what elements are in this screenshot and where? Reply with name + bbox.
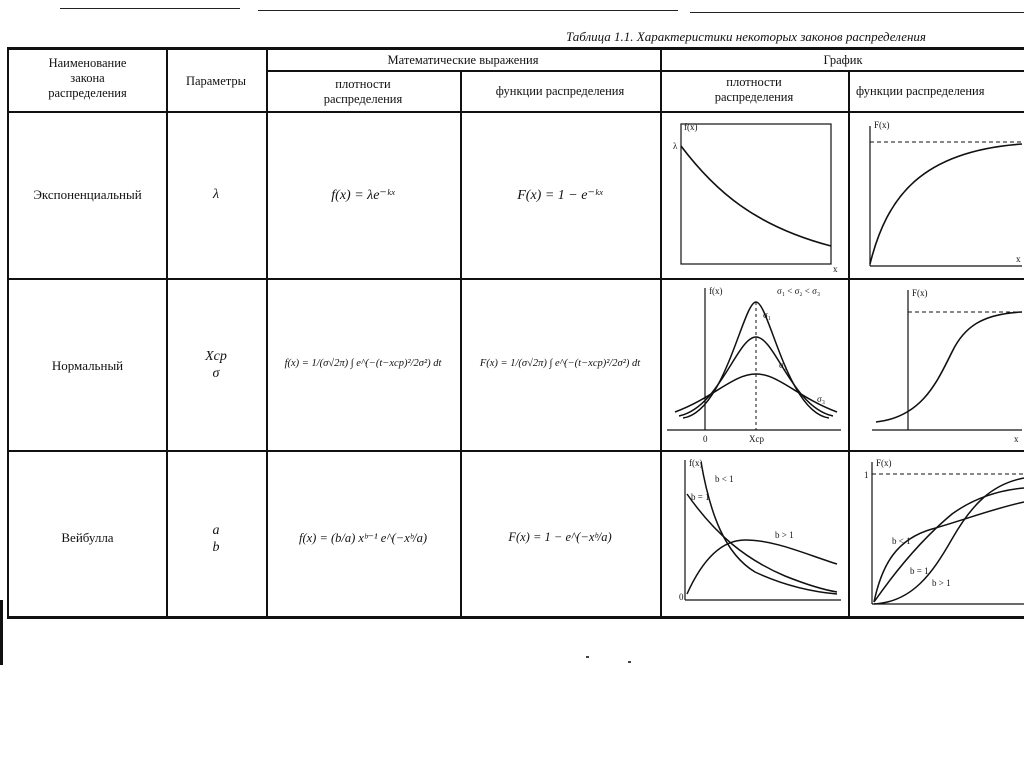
header-name: Наименование закона распределения <box>48 56 127 100</box>
axis-x-label: x <box>1014 434 1019 444</box>
one-label: 1 <box>864 470 869 480</box>
sigma2-label: σ₂ <box>779 360 787 370</box>
row-norm-name: Нормальный <box>51 358 124 373</box>
header-subline <box>266 70 1024 72</box>
weib-curve-b-eq1 <box>687 494 837 592</box>
row-norm-params: Xср σ <box>205 349 227 381</box>
scan-dot-2 <box>628 661 631 663</box>
row-norm-density: f(x) = 1/(σ√2π) ∫ e^(−(t−xср)²/2σ²) dt <box>284 358 442 369</box>
origin-label: 0 <box>703 434 708 444</box>
norm-cdf-curve <box>876 312 1022 422</box>
header-cdf: функции распределения <box>495 84 625 98</box>
row-weib-name: Вейбулла <box>61 530 114 545</box>
b-lt1-label: b < 1 <box>892 536 911 546</box>
graph-exp-cdf <box>852 116 1024 276</box>
row-exp-density: f(x) = λe⁻ᵏˣ <box>331 188 395 203</box>
axis-y-label: F(x) <box>876 458 892 468</box>
graph-norm-cdf <box>852 282 1024 448</box>
col-divider-4 <box>660 50 662 619</box>
axis-y-label: F(x) <box>874 120 890 130</box>
header-math: Математические выражения <box>387 53 539 67</box>
row-exp-cdf: F(x) = 1 − e⁻ᵏˣ <box>517 188 603 203</box>
row-weib-density: f(x) = (b/a) xᵇ⁻¹ e^(−xᵇ/a) <box>298 531 428 545</box>
sigma-condition: σ₁ < σ₂ < σ₃ <box>777 286 821 296</box>
top-rule-right <box>690 12 1024 13</box>
b-eq1-label: b = 1 <box>910 566 929 576</box>
header-graph-density: плотности распределения <box>714 75 794 104</box>
scan-dot-1 <box>586 656 589 658</box>
axis-y-label: f(x) <box>709 286 723 296</box>
axis-y-label: f(x) <box>684 122 698 132</box>
col-divider-5 <box>848 70 850 619</box>
distribution-table <box>7 47 1024 619</box>
graph-norm-density <box>665 282 845 448</box>
axis-y-label: f(x) <box>689 458 703 468</box>
header-graph-cdf: функции распределения <box>856 84 985 98</box>
axis-x-label: Xср <box>749 434 764 444</box>
header-density: плотности распределения <box>323 77 403 106</box>
row-weib-params: a b <box>212 523 220 555</box>
b-gt1-label: b > 1 <box>775 530 794 540</box>
header-graph: График <box>823 53 863 67</box>
row-divider-1 <box>9 278 1024 280</box>
lambda-label: λ <box>673 141 678 151</box>
origin-label: 0 <box>679 592 684 602</box>
graph-weib-density <box>665 454 845 618</box>
graph-weib-cdf <box>852 454 1024 618</box>
sigma3-label: σ₃ <box>817 394 825 404</box>
b-gt1-label: b > 1 <box>932 578 951 588</box>
top-rule-left <box>60 8 240 9</box>
axis-x-label: x <box>833 264 838 274</box>
graph-frame <box>681 124 831 264</box>
sigma1-label: σ₁ <box>763 310 771 320</box>
graph-exp-density <box>665 116 843 276</box>
left-edge-mark <box>0 600 3 665</box>
header-params: Параметры <box>185 74 247 88</box>
row-divider-2 <box>9 450 1024 452</box>
axis-y-label: F(x) <box>912 288 928 298</box>
table-caption: Таблица 1.1. Характеристики некоторых законов распределения <box>566 29 926 44</box>
top-rule-mid <box>258 10 678 11</box>
b-lt1-label: b < 1 <box>715 474 734 484</box>
axis-x-label: x <box>1016 254 1021 264</box>
row-exp-name: Экспоненциальный <box>33 187 142 202</box>
b-eq1-label: b = 1 <box>691 492 710 502</box>
row-exp-param: λ <box>212 187 220 202</box>
row-weib-cdf: F(x) = 1 − e^(−xᵇ/a) <box>508 530 612 544</box>
row-norm-cdf: F(x) = 1/(σ√2π) ∫ e^(−(t−xср)²/2σ²) dt <box>479 358 641 369</box>
exp-cdf-curve <box>870 144 1022 264</box>
header-bottom <box>9 111 1024 113</box>
exp-density-curve <box>681 146 831 246</box>
